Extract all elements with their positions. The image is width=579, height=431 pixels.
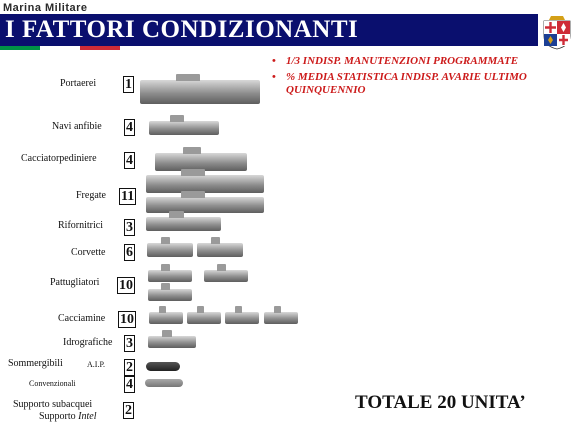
- category-label: Rifornitrici: [58, 220, 103, 231]
- category-label: Convenzionali: [29, 379, 76, 388]
- page-title: I FATTORI CONDIZIONANTI: [5, 16, 359, 43]
- category-row-pattugliatori: [0, 276, 300, 296]
- navy-crest-icon: [541, 14, 573, 50]
- ship-image: [264, 312, 298, 324]
- category-row-sommergibili: [0, 356, 300, 376]
- submarine-image: [146, 362, 180, 371]
- category-row-corvette: [0, 243, 300, 263]
- category-row-rifornitrici: [0, 217, 300, 237]
- category-count: 3: [126, 336, 133, 351]
- category-label: Idrografiche: [63, 337, 113, 348]
- ship-image: [146, 197, 264, 213]
- italian-tricolor: [0, 46, 120, 50]
- ship-image: [187, 312, 221, 324]
- ship-image: [147, 243, 193, 257]
- category-label-intel: [39, 411, 112, 422]
- category-count: 10: [119, 278, 133, 293]
- category-row-cacciatorpediniere: [0, 147, 300, 167]
- category-row-convenzionali: [0, 375, 300, 395]
- ship-image: [146, 217, 221, 231]
- notes-list: [270, 55, 575, 100]
- header: [0, 0, 579, 52]
- total-units: TOTALE 20 UNITA’: [355, 392, 526, 413]
- category-label: Portaerei: [60, 78, 97, 89]
- ship-image: [149, 312, 183, 324]
- ship-image: [140, 80, 260, 104]
- tricolor-white: [40, 46, 80, 50]
- category-count: 2: [126, 360, 133, 375]
- category-label: Supporto subacquei: [13, 399, 93, 410]
- intel-word: Intel: [78, 411, 97, 422]
- brand-logo-text: Marina Militare: [3, 2, 88, 14]
- category-count: 2: [125, 403, 132, 418]
- ship-image: [225, 312, 259, 324]
- ship-image: [149, 121, 219, 135]
- category-label: Navi anfibie: [52, 121, 102, 132]
- category-row-fregate: [0, 183, 300, 203]
- tricolor-green: [0, 46, 40, 50]
- category-count: 10: [120, 312, 134, 327]
- note-text: % MEDIA STATISTICA INDISP. AVARIE ULTIMO QUINQUENNIO: [286, 71, 527, 96]
- ship-image: [146, 175, 264, 193]
- ship-image: [204, 270, 248, 282]
- category-label: Sommergibili: [8, 358, 63, 369]
- category-row-portaerei: [0, 72, 300, 92]
- category-count: 11: [121, 189, 135, 204]
- ship-image: [148, 289, 192, 301]
- category-row-cacciamine: [0, 310, 310, 330]
- category-count: 1: [125, 77, 132, 92]
- category-label: Pattugliatori: [50, 277, 100, 288]
- category-row-idrografiche: [0, 334, 300, 354]
- note-item: • 1/3 INDISP. MANUTENZIONI PROGRAMMATE: [272, 55, 519, 67]
- submarine-image: [145, 379, 183, 387]
- category-count: 3: [126, 220, 133, 235]
- category-count: 6: [126, 245, 133, 260]
- category-row-navi-anfibie: [0, 115, 300, 135]
- category-label: Cacciamine: [58, 313, 106, 324]
- category-label: Cacciatorpediniere: [21, 153, 97, 164]
- ship-image: [197, 243, 243, 257]
- category-row-supporto: [0, 398, 300, 424]
- ship-image: [148, 270, 192, 282]
- ship-image: [148, 336, 196, 348]
- category-count: 4: [126, 377, 133, 392]
- note-text: 1/3 INDISP. MANUTENZIONI PROGRAMMATE: [286, 55, 519, 67]
- note-item: • % MEDIA STATISTICA INDISP. AVARIE ULTIMO QUINQUENNIO: [272, 71, 527, 96]
- category-label: Corvette: [71, 247, 106, 258]
- category-count: 4: [126, 153, 133, 168]
- intel-prefix: Supporto: [39, 411, 79, 422]
- tricolor-red: [80, 46, 120, 50]
- category-sublabel: A.I.P.: [87, 360, 106, 369]
- category-label: Fregate: [76, 190, 106, 201]
- category-count: 4: [126, 120, 133, 135]
